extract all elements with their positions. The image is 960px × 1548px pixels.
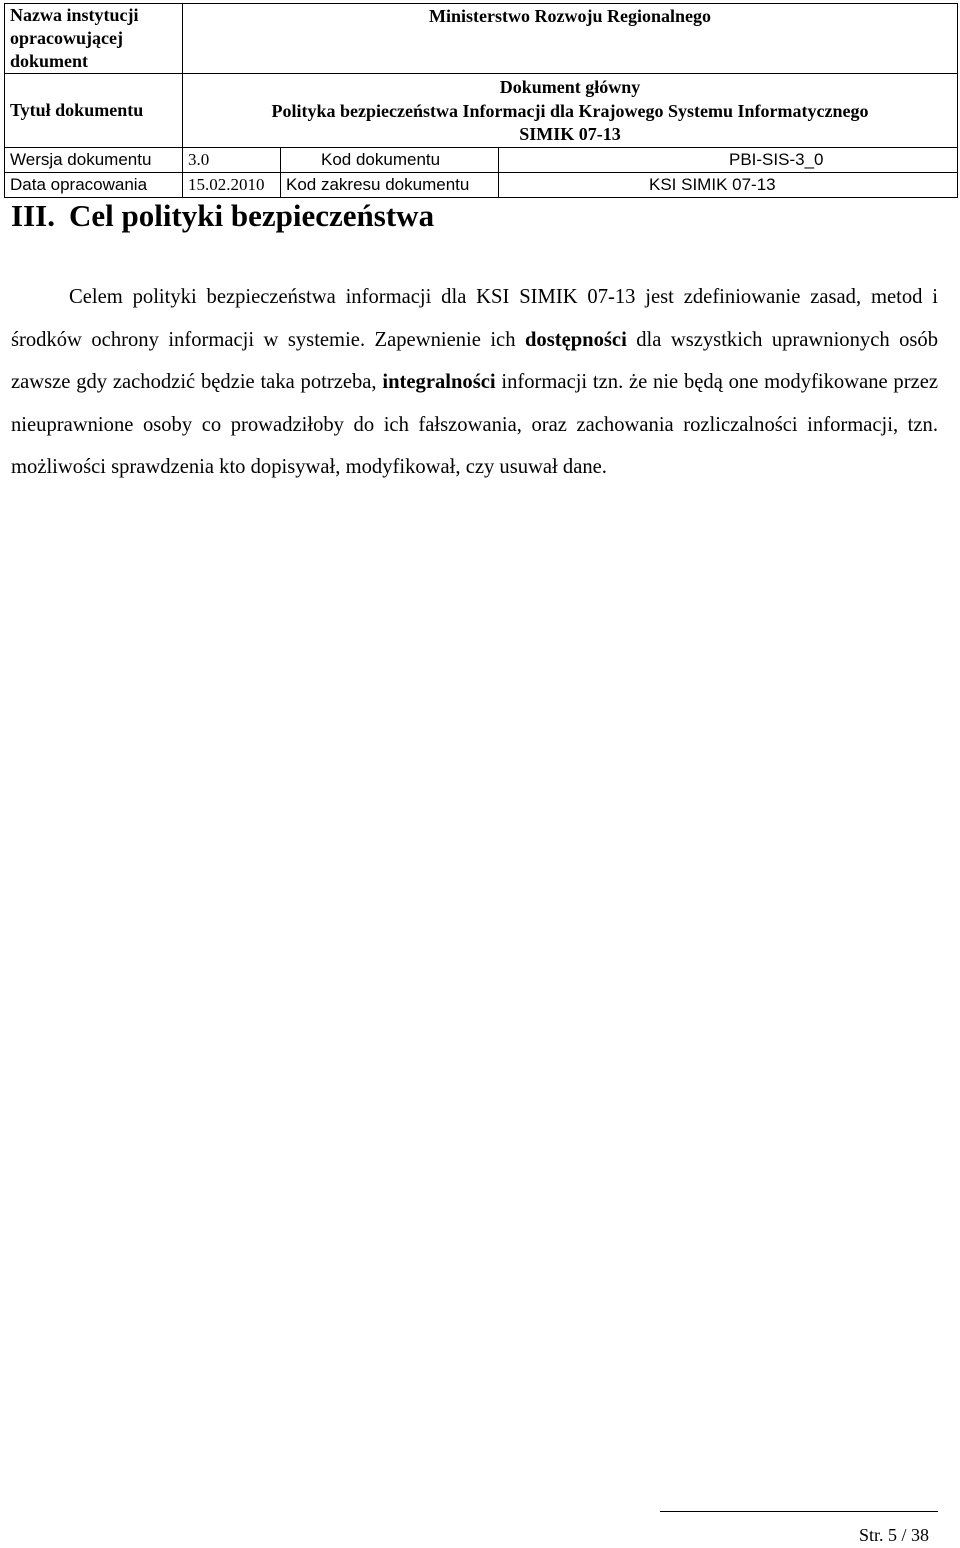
title-value — [183, 74, 958, 148]
code-label: Kod dokumentu — [281, 147, 499, 172]
section-heading — [11, 196, 434, 236]
institution-label: Nazwa instytucji opracowującej dokument — [5, 4, 183, 74]
title-line-main: Dokument główny — [499, 77, 641, 97]
title-label: Tytuł dokumentu — [5, 74, 183, 148]
code-value: PBI-SIS-3_0 — [499, 147, 958, 172]
scope-label: Kod zakresu dokumentu — [281, 172, 499, 197]
page-number: Str. 5 / 38 — [858, 1525, 929, 1545]
title-line-policy: Polityka bezpieczeństwa Informacji dla Krajowego Systemu Informatycznego SIMIK 07-13 — [271, 100, 869, 144]
version-value: 3.0 — [183, 147, 281, 172]
section-number: III. — [11, 198, 55, 233]
scope-value: KSI SIMIK 07-13 — [499, 172, 958, 197]
date-label: Data opracowania — [5, 172, 183, 197]
paragraph-text-2: dla wszystkich uprawnionych osób zawsze gdy zachodzić będzie taka potrzeba, — [11, 328, 938, 393]
paragraph-bold-availability: dostępności — [524, 328, 627, 351]
paragraph-text-1: Celem polityki bezpieczeństwa informacji dla KSI SIMIK 07-13 jest zdefiniowanie zasad, metod i środków ochrony informacji w systemie. Zapewnienie ich — [11, 286, 938, 351]
paragraph-text-3: informacji tzn. że nie będą one modyfikowane przez nieuprawnione osoby co prowadziłoby do ich fałszowania, oraz zachowania rozliczalności informacji, tzn. możliwości sprawdzenia kto dopisywał, modyfikował, czy usuwał dane. — [11, 371, 938, 478]
date-value: 15.02.2010 — [183, 172, 281, 197]
institution-value — [183, 4, 958, 74]
section-title: Cel polityki bezpieczeństwa — [69, 198, 435, 233]
document-header-table — [4, 3, 958, 198]
institution-name: Ministerstwo Rozwoju Regionalnego — [429, 6, 711, 26]
paragraph-bold-integrity: integralności — [382, 371, 496, 393]
body-paragraph — [11, 276, 938, 489]
version-label: Wersja dokumentu — [5, 147, 183, 172]
footer-divider — [660, 1511, 938, 1512]
